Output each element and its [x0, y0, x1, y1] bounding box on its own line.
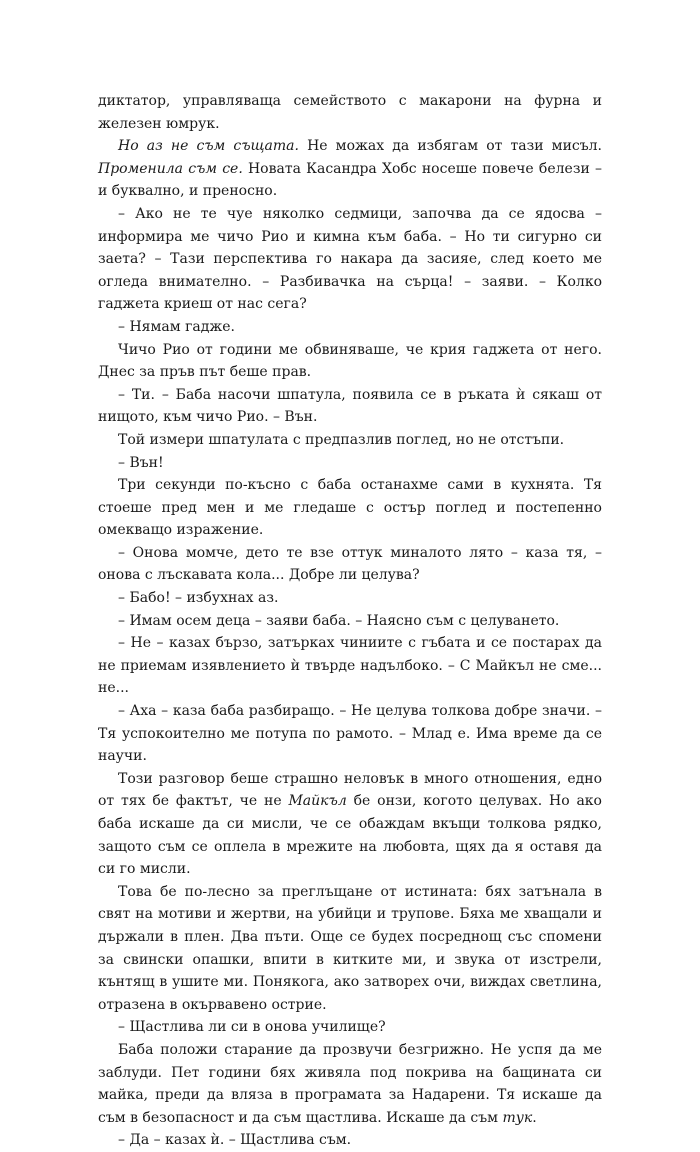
italic-text: тук — [502, 1109, 533, 1126]
paragraph — [98, 881, 602, 1017]
paragraph — [98, 1129, 602, 1152]
text-segment: Той измери шпатулата с предпазлив поглед, но не отстъпи. — [118, 431, 565, 448]
text-segment: – Щастлива ли си в онова училище? — [118, 1019, 386, 1036]
text-segment: Чичо Рио от години ме обвиняваше, че крия гаджета от него. Днес за пръв път беше прав. — [98, 341, 602, 381]
text-segment: Новата Касандра Хобс носеше повече белези – и буквално, и преносно. — [98, 160, 602, 200]
italic-text: Променила съм се. — [98, 160, 243, 177]
text-segment: – Нямам гадже. — [118, 318, 235, 335]
paragraph — [98, 316, 602, 339]
italic-text: Майкъл — [288, 793, 347, 810]
paragraph — [98, 339, 602, 384]
text-segment: Това бе по-лесно за преглъщане от истината: бях затънала в свят на мотиви и жертви, на убийци и трупове. Бяха ме хващали и държали в плен. Два пъти. Още се будех посреднощ със спомени за свински опашки, впити в китките ми, и звука от изстрели, кънтящ в ушите ми. Понякога, ако затворех очи, виждах светлина, отразена в окървавено острие. — [98, 883, 602, 1013]
text-segment: – Да – казах ѝ. – Щастлива съм. — [118, 1132, 352, 1149]
text-segment: Баба положи старание да прозвучи безгрижно. Не успя да ме заблуди. Пет години бях живяла под покрива на бащината си майка, преди да вляза в програмата за Надарени. Тя искаше да съм в безопасност и да съм щастлива. Искаше да съм — [98, 1041, 602, 1126]
text-segment: . — [532, 1109, 537, 1126]
paragraph — [98, 384, 602, 429]
paragraph — [98, 542, 602, 587]
text-segment: Не можах да избягам от тази мисъл. — [298, 138, 602, 155]
paragraph — [98, 768, 602, 881]
text-segment: бе онзи, когото целувах. Но ако баба искаше да си мисли, че се обаждам вкъщи толкова рядко, защото съм се оплела в мрежите на любовта, щях да я оставя да си го мисли. — [98, 793, 602, 878]
paragraph — [98, 587, 602, 610]
text-segment: – Вън! — [118, 454, 164, 471]
paragraph — [98, 135, 602, 203]
paragraph — [98, 610, 602, 633]
text-segment: – Ако не те чуе няколко седмици, започва да се ядосва – информира ме чичо Рио и кимна към баба. – Но ти сигурно си заета? – Тази перспектива го накара да засияе, след което ме огледа внимателно. – Разбивачка на сърца! – заяви. – Колко гаджета криеш от нас сега? — [98, 205, 602, 313]
text-segment: – Ти. – Баба насочи шпатула, появила се в ръката ѝ сякаш от нищото, към чичо Рио. – Вън. — [98, 386, 602, 426]
text-segment: диктатор, управляваща семейството с макарони на фурна и железен юмрук. — [98, 93, 602, 132]
text-segment: – Имам осем деца – заяви баба. – Наясно съм с целуването. — [118, 612, 560, 629]
text-segment: – Аха – каза баба разбиращо. – Не целува толкова добре значи. – Тя успокоително ме потупа по рамото. – Млад е. Има време да се научи. — [98, 703, 602, 765]
text-segment: – Не – казах бързо, затърках чиниите с гъбата и се постарах да не приемам изявлението ѝ твърде надълбоко. – С Майкъл не сме... не... — [98, 635, 602, 697]
paragraph — [98, 90, 602, 135]
text-segment: – Бабо! – избухнах аз. — [118, 590, 279, 607]
paragraph — [98, 429, 602, 452]
paragraph — [98, 1016, 602, 1039]
text-segment: – Онова момче, дето те взе оттук миналото лято – каза тя, – онова с лъскавата кола... Добре ли целува? — [98, 544, 602, 584]
paragraph — [98, 203, 602, 316]
paragraph — [98, 1039, 602, 1129]
book-page — [98, 90, 602, 1152]
text-segment: Три секунди по-късно с баба останахме сами в кухнята. Тя стоеше пред мен и ме гледаше с остър поглед и постепенно омекващо изражение. — [98, 477, 602, 539]
italic-text: Но аз не съм същата. — [118, 138, 299, 155]
paragraph — [98, 452, 602, 475]
paragraph — [98, 632, 602, 700]
paragraph — [98, 700, 602, 768]
text-segment: Този разговор беше страшно неловък в много отношения, едно от тях бе фактът, че не — [98, 770, 602, 810]
paragraph — [98, 474, 602, 542]
